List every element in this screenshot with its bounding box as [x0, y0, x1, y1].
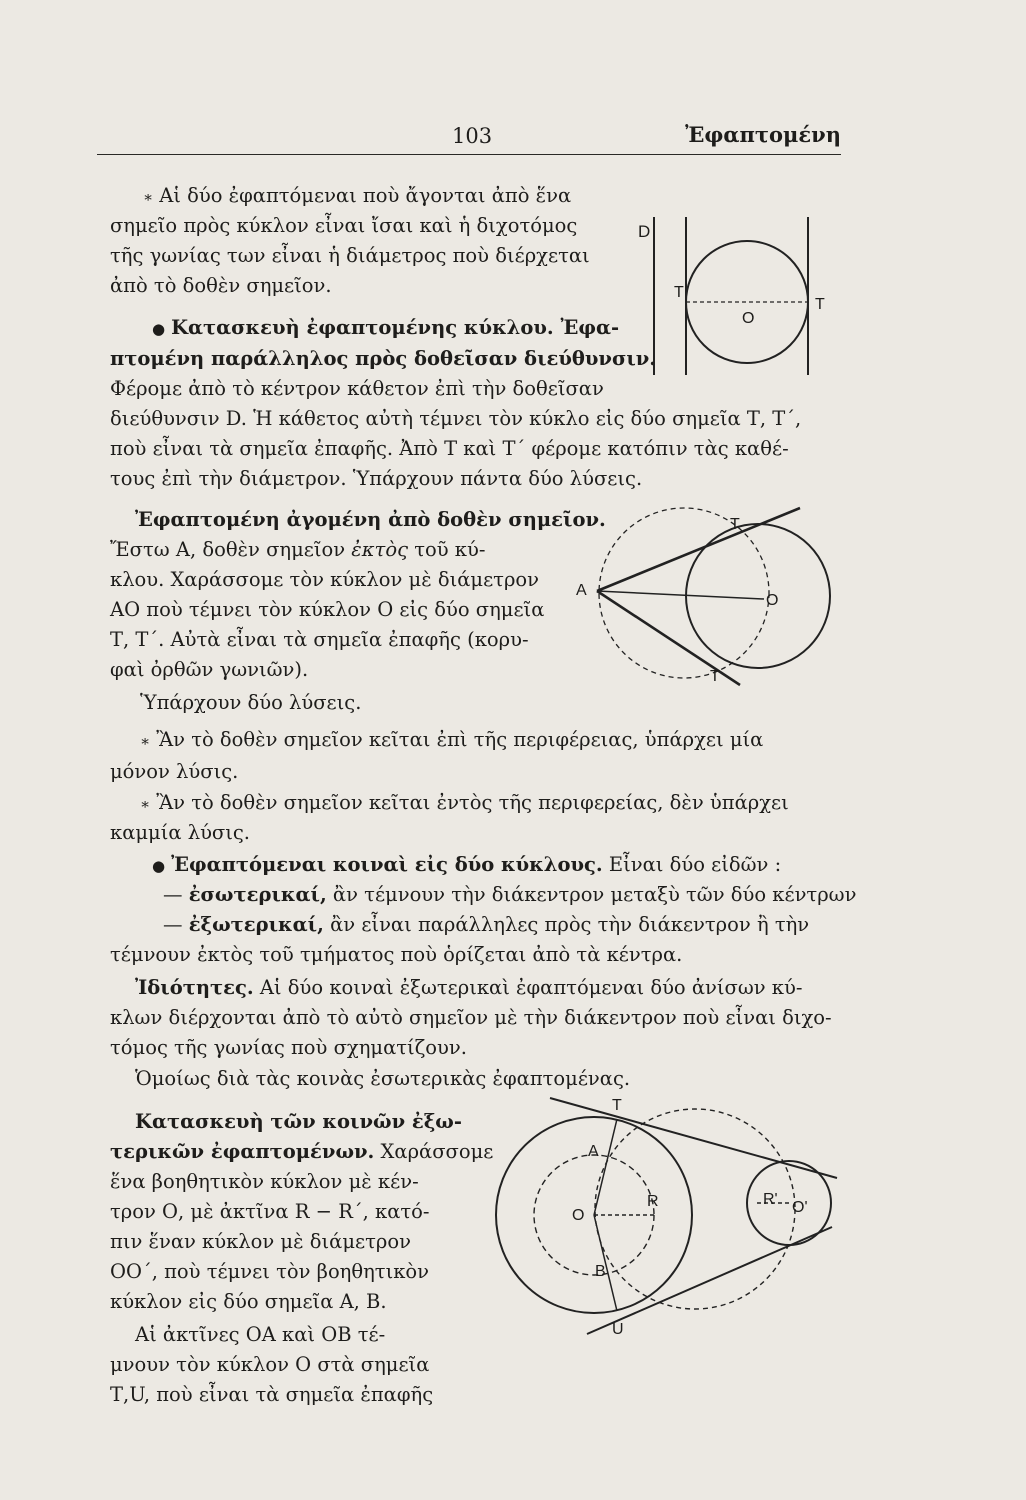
- label-o-prime: O': [792, 1199, 808, 1216]
- p1-line-1: [143, 181, 571, 213]
- p2-line-1: Φέρομε ἀπὸ τὸ κέντρον κάθετον ἐπὶ τὴν δοθεῖσαν: [110, 377, 604, 400]
- label-t: T: [730, 516, 740, 533]
- p3-emphasis-outside: ἐκτὸς: [351, 538, 408, 561]
- label-r-prime: R': [763, 1191, 778, 1208]
- p3-line-4: Τ, Τ΄. Αὐτὰ εἶναι τὰ σημεῖα ἐπαφῆς (κορυ-: [110, 628, 529, 651]
- star-marker: ∗: [140, 795, 151, 813]
- label-o: O: [766, 592, 779, 609]
- p6-inner-text: ἂν τέμνουν τὴν διάκεντρον μεταξὺ τῶν δύο κέντρων: [326, 883, 857, 906]
- p2-line-4: τους ἐπὶ τὴν διάμετρον. Ὑπάρχουν πάντα δύο λύσεις.: [110, 467, 643, 490]
- p8-line-5: κύκλον εἰς δύο σημεῖα Α, Β.: [110, 1290, 387, 1313]
- p6-outer-line: [163, 910, 809, 941]
- p8-line-4: ΟΟ΄, ποὺ τέμνει τὸν βοηθητικὸν: [110, 1260, 430, 1283]
- p8-line-heading-2: [110, 1137, 493, 1168]
- p2-heading-1-text: Κατασκευὴ ἐφαπτομένης κύκλου. Ἐφα-: [171, 316, 620, 339]
- label-o: O: [572, 1207, 585, 1224]
- label-r: R: [647, 1193, 659, 1210]
- figure-parallel-tangents: [630, 205, 830, 380]
- p7-line-4: Ὁμοίως διὰ τὰς κοινὰς ἐσωτερικὰς ἐφαπτομένας.: [135, 1067, 631, 1090]
- p5-line-2: καμμία λύσις.: [110, 821, 251, 844]
- label-t-prime: T: [710, 668, 720, 685]
- p2-line-3: ποὺ εἶναι τὰ σημεῖα ἐπαφῆς. Ἀπὸ Τ καὶ Τ΄ φέρομε κατόπιν τὰς καθέ-: [110, 437, 789, 460]
- p8-heading-rest: Χαράσσομε: [374, 1140, 494, 1163]
- p3-line-1: [110, 535, 485, 566]
- p8-heading-2: τερικῶν ἐφαπτομένων.: [110, 1140, 375, 1163]
- page-number: 103: [452, 124, 493, 148]
- running-header-title: Ἐφαπτομένη: [685, 122, 841, 147]
- bullet-marker: ●: [152, 320, 166, 338]
- p2-heading-2: πτομένη παράλληλος πρὸς δοθεῖσαν διεύθυνσιν.: [110, 347, 657, 370]
- p8-para2-line-2: μνουν τὸν κύκλον Ο στὰ σημεῖα: [110, 1353, 430, 1376]
- label-t-right: T: [815, 296, 825, 313]
- label-b: B: [595, 1263, 606, 1280]
- p8-line-3: πιν ἕναν κύκλον μὲ διάμετρον: [110, 1230, 411, 1253]
- p8-heading-1: Κατασκευὴ τῶν κοινῶν ἐξω-: [135, 1110, 462, 1133]
- p4-line-2: μόνον λύσις.: [110, 760, 239, 783]
- p3-heading: Ἐφαπτομένη ἀγομένη ἀπὸ δοθὲν σημεῖον.: [135, 508, 606, 531]
- p8-para2-line-1: Αἱ ἀκτῖνες ΟΑ καὶ ΟΒ τέ-: [135, 1323, 386, 1346]
- p6-heading-line: [152, 850, 781, 882]
- p6-dash-1: —: [163, 883, 189, 906]
- p3-solutions: Ὑπάρχουν δύο λύσεις.: [140, 691, 362, 714]
- p7-line-2: κλων διέρχονται ἀπὸ τὸ αὐτὸ σημεῖον μὲ τὴν διάκεντρον ποὺ εἶναι διχο-: [110, 1006, 832, 1029]
- p1-line-3: τῆς γωνίας των εἶναι ἡ διάμετρος ποὺ διέρχεται: [110, 244, 590, 267]
- bullet-marker: ●: [152, 857, 166, 875]
- p1-line-4: ἀπὸ τὸ δοθὲν σημεῖον.: [110, 274, 332, 297]
- label-u: U: [612, 1321, 624, 1338]
- common-tangent-upper: [550, 1098, 837, 1178]
- p3-line-5: φαὶ ὀρθῶν γωνιῶν).: [110, 658, 309, 681]
- label-t: T: [612, 1097, 622, 1114]
- p6-inner-label: ἐσωτερικαί,: [188, 883, 327, 906]
- p6-outer-line-2: τέμνουν ἐκτὸς τοῦ τμήματος ποὺ ὁρίζεται ἀπὸ τὰ κέντρα.: [110, 943, 683, 966]
- header-rule: [97, 154, 841, 155]
- p3-line-2: κλου. Χαράσσομε τὸν κύκλον μὲ διάμετρον: [110, 568, 540, 591]
- common-tangent-lower: [587, 1227, 832, 1334]
- star-marker: ∗: [140, 732, 151, 750]
- label-a: A: [588, 1143, 599, 1160]
- label-d: D: [638, 222, 651, 241]
- p6-inner-line: [163, 880, 856, 911]
- p6-heading-rest: Εἶναι δύο εἰδῶν :: [602, 853, 782, 876]
- p1-line-1-text: Αἱ δύο ἐφαπτόμεναι ποὺ ἄγονται ἀπὸ ἕνα: [159, 184, 572, 207]
- p6-dash-2: —: [163, 913, 189, 936]
- radius-to-t: [594, 1119, 617, 1215]
- p7-line-1: [135, 973, 802, 1004]
- p3-line-1-c: τοῦ κύ-: [408, 538, 486, 561]
- circle-o: [686, 241, 808, 363]
- p8-line-1: ἕνα βοηθητικὸν κύκλον μὲ κέν-: [110, 1170, 419, 1193]
- p5-line-1-text: Ἂν τὸ δοθὲν σημεῖον κεῖται ἐντὸς τῆς περιφερείας, δὲν ὑπάρχει: [156, 791, 789, 814]
- p6-heading: Ἐφαπτόμεναι κοιναὶ εἰς δύο κύκλους.: [171, 853, 603, 876]
- p4-line-1: [140, 725, 763, 757]
- figure-common-tangents: [490, 1090, 850, 1340]
- p3-line-1-a: Ἔστω Α, δοθὲν σημεῖον: [110, 538, 352, 561]
- p2-heading-1: [152, 313, 619, 345]
- label-t-left: T: [674, 284, 684, 301]
- p3-line-3: ΑΟ ποὺ τέμνει τὸν κύκλον Ο εἰς δύο σημεῖα: [110, 598, 545, 621]
- p6-outer-text: ἂν εἶναι παράλληλες πρὸς τὴν διάκεντρον ἢ τὴν: [323, 913, 810, 936]
- figure-tangents-from-point: [570, 505, 810, 705]
- p4-line-1-text: Ἂν τὸ δοθὲν σημεῖον κεῖται ἐπὶ τῆς περιφέρειας, ὑπάρχει μία: [156, 728, 764, 751]
- p7-line-1-text: Αἱ δύο κοιναὶ ἐξωτερικαὶ ἐφαπτόμεναι δύο ἀνίσων κύ-: [253, 976, 803, 999]
- p5-line-1: [140, 788, 789, 820]
- p7-heading: Ἰδιότητες.: [135, 976, 254, 999]
- p2-line-2: διεύθυνσιν D. Ἡ κάθετος αὐτὴ τέμνει τὸν κύκλο εἰς δύο σημεῖα Τ, Τ΄,: [110, 407, 802, 430]
- p8-line-2: τρον Ο, μὲ ἀκτῖνα R − R΄, κατό-: [110, 1200, 430, 1223]
- tangent-to-t: [597, 508, 800, 591]
- segment-ao: [597, 591, 764, 599]
- p1-line-2: σημεῖο πρὸς κύκλον εἶναι ἴσαι καὶ ἡ διχοτόμος: [110, 214, 578, 237]
- p6-outer-label: ἐξωτερικαί,: [188, 913, 324, 936]
- label-o: O: [742, 310, 755, 327]
- p7-line-3: τόμος τῆς γωνίας ποὺ σχηματίζουν.: [110, 1036, 467, 1059]
- label-a: A: [576, 582, 587, 599]
- p8-para2-line-3: Τ,U, ποὺ εἶναι τὰ σημεῖα ἐπαφῆς: [110, 1383, 434, 1406]
- star-marker: ∗: [143, 188, 154, 206]
